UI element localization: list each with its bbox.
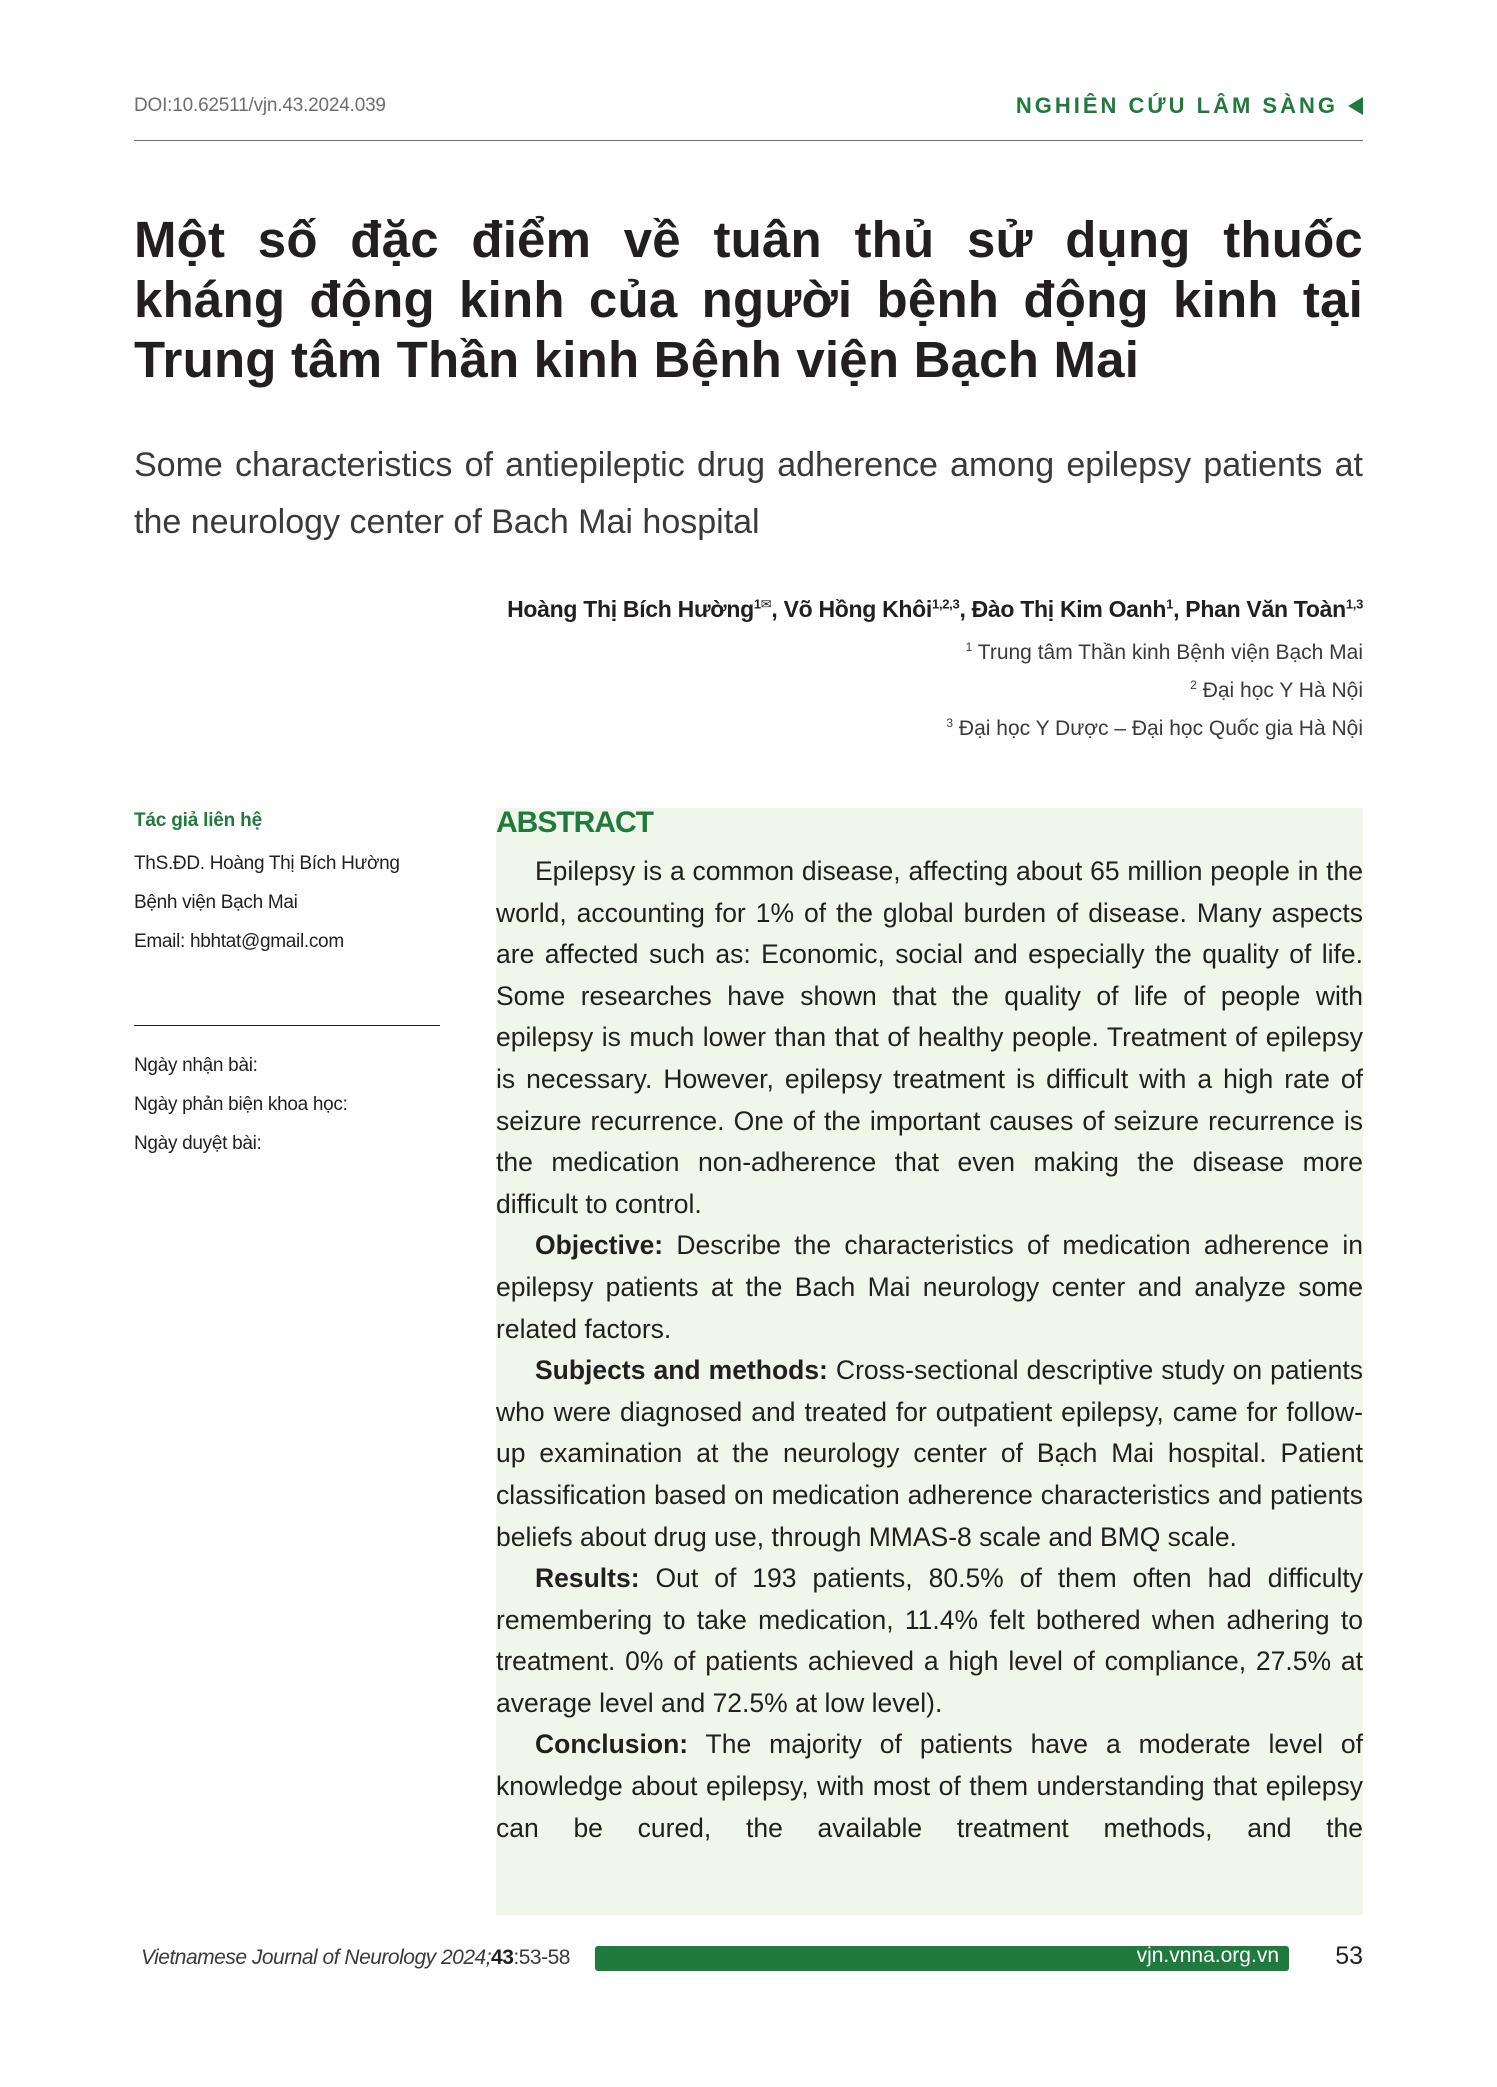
affiliation-superscript: 2 (1190, 678, 1197, 692)
author-superscript: 1,3 (1345, 596, 1363, 612)
journal-url[interactable]: vjn.vnna.org.vn (1136, 1944, 1279, 1967)
journal-volume: 43 (491, 1946, 514, 1969)
affiliation (1190, 678, 1363, 703)
abstract-conclusion (496, 1724, 1363, 1849)
article-title-english: Some characteristics of antiepileptic drug adherence among epilepsy patients at the neurology center of Bach Mai hospital (134, 446, 1363, 541)
affiliation-text: Đại học Y Hà Nội (1202, 679, 1363, 702)
date-received: Ngày nhận bài: (134, 1055, 258, 1076)
abstract-intro: Epilepsy is a common disease, affecting about 65 million people in the world, accounting for 1% of the global burden of disease. Many aspects are affected such as: Economic, social and especially the quality of life. Some researches have shown that the quality of life of people with epilepsy is much lower than that of healthy people. Treatment of epilepsy is necessary. However, epilepsy treatment is difficult with a high rate of seizure recurrence. One of the important causes of seizure recurrence is the medication non-adherence that even making the disease more difficult to control. (496, 856, 1363, 1219)
affiliation (966, 640, 1363, 665)
conclusion-label: Conclusion: (535, 1729, 689, 1760)
affiliation-superscript: 3 (946, 716, 954, 730)
abstract-results (496, 1558, 1363, 1724)
author-name: Phan Văn Toàn (1185, 596, 1346, 622)
author-superscript: 1,2,3 (932, 596, 960, 612)
methods-text: Cross-sectional descriptive study on patients who were diagnosed and treated for outpatient epilepsy, came for follow-up examination at the neurology center of Bạch Mai hospital. Patient classification based on medication adherence characteristics and patients beliefs about drug use, through MMAS-8 scale and BMQ scale. (496, 1355, 1363, 1552)
methods-label: Subjects and methods: (535, 1355, 828, 1386)
page-number: 53 (1335, 1942, 1363, 1970)
date-accepted: Ngày duyệt bài: (134, 1133, 262, 1154)
results-text: Out of 193 patients, 80.5% of them often had difficulty remembering to take medication, 11.4% felt bothered when adhering to treatment. 0% of patients achieved a high level of compliance, 27.5% at average level and 72.5% at low level). (496, 1563, 1363, 1718)
objective-text: Describe the characteristics of medication adherence in epilepsy patients at the Bach Mai neurology center and analyze some related factors. (496, 1230, 1363, 1344)
journal-year: 2024; (435, 1946, 492, 1969)
author-name: Đào Thị Kim Oanh (971, 596, 1167, 622)
section-label (1016, 93, 1363, 119)
author-name: Võ Hồng Khôi (783, 596, 933, 622)
abstract-body (496, 851, 1363, 1849)
corresponding-author-email: Email: hbhtat@gmail.com (134, 931, 344, 952)
journal-name: Vietnamese Journal of Neurology (141, 1946, 436, 1969)
sidebar-divider (134, 1025, 440, 1026)
footer-citation (141, 1946, 570, 1970)
author-superscript: 1✉ (753, 596, 772, 612)
conclusion-text: The majority of patients have a moderate level of knowledge about epilepsy, with most of them understanding that epilepsy can be cured, the available treatment methods, and the (496, 1729, 1363, 1843)
affiliation-text: Đại học Y Dược – Đại học Quốc gia Hà Nội (958, 717, 1363, 740)
author-superscript: 1 (1166, 596, 1174, 612)
affiliation-superscript: 1 (965, 640, 973, 654)
abstract-methods (496, 1350, 1363, 1558)
abstract-objective (496, 1225, 1363, 1350)
doi: DOI:10.62511/vjn.43.2024.039 (134, 95, 386, 116)
affiliation (946, 716, 1363, 741)
sidebar (134, 810, 440, 1163)
abstract-heading: ABSTRACT (496, 806, 653, 839)
objective-label: Objective: (535, 1230, 664, 1261)
date-reviewed: Ngày phản biện khoa học: (134, 1094, 348, 1115)
section-label-text: NGHIÊN CỨU LÂM SÀNG (1015, 93, 1338, 118)
corresponding-author-name: ThS.ĐD. Hoàng Thị Bích Hường (134, 853, 400, 874)
journal-pages: :53-58 (513, 1946, 570, 1969)
corresponding-author-heading: Tác giả liên hệ (134, 810, 262, 831)
results-label: Results: (535, 1563, 640, 1594)
header-divider (134, 140, 1363, 141)
author-list: Hoàng Thị Bích Hường$^{1✉}$, Võ Hồng Khôi$^{1,2,3}$, Đào Thị Kim Oanh$^1$, Phan Văn Toàn$^{1,3}$ (507, 596, 1363, 622)
affiliation-text: Trung tâm Thần kinh Bệnh viện Bạch Mai (977, 641, 1363, 664)
article-title-vietnamese: Một số đặc điểm về tuân thủ sử dụng thuốc kháng động kinh của người bệnh động kinh tại Trung tâm Thần kinh Bệnh viện Bạch Mai (134, 211, 1363, 388)
triangle-left-icon (1348, 97, 1363, 115)
corresponding-author-institution: Bệnh viện Bạch Mai (134, 892, 298, 913)
author-name: Hoàng Thị Bích Hường (507, 596, 754, 622)
